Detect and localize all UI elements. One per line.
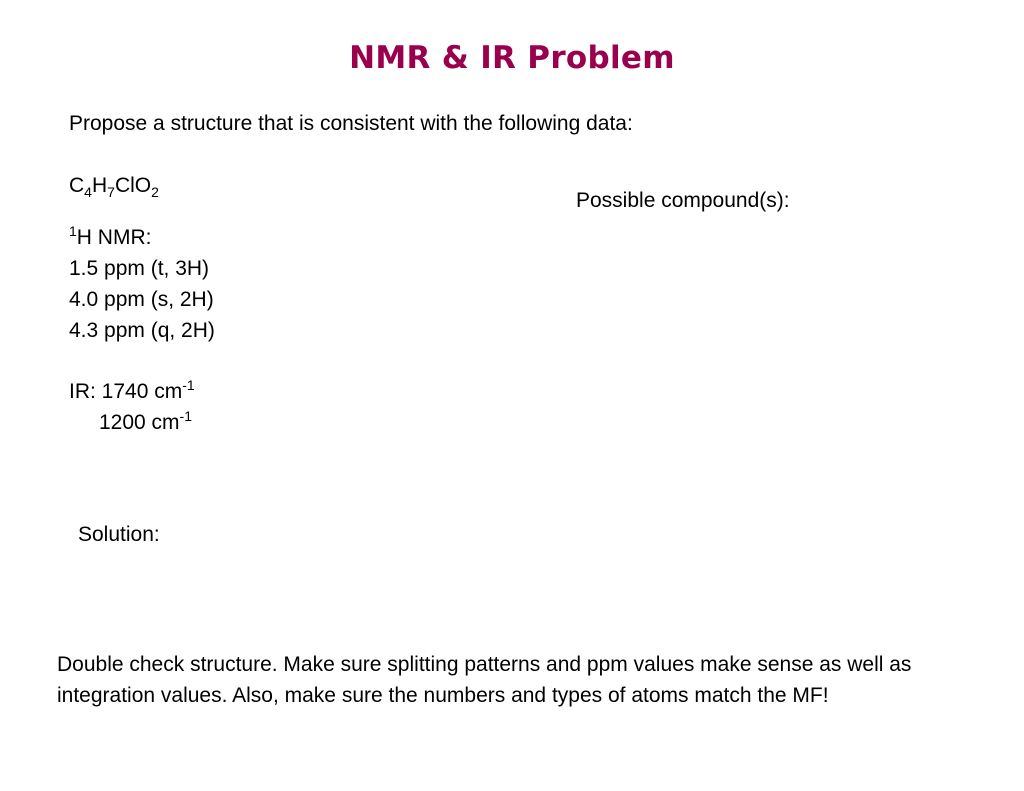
formula-subscript: 7: [107, 184, 115, 200]
nmr-peak: 1.5 ppm (t, 3H): [69, 257, 210, 280]
nmr-isotope-superscript: 1: [69, 223, 77, 239]
problem-prompt: Propose a structure that is consistent with the following data:: [69, 112, 633, 135]
slide-title: NMR & IR Problem: [349, 40, 675, 76]
formula-element: H: [91, 174, 108, 197]
solution-label: Solution:: [78, 523, 160, 546]
ir-label: IR:: [69, 380, 102, 403]
ir-peak-value: 1200 cm: [99, 411, 180, 434]
molecular-formula: [69, 170, 159, 201]
ir-peak-exponent: -1: [179, 408, 192, 424]
ir-peak-exponent: -1: [182, 377, 195, 393]
formula-element: ClO: [114, 174, 152, 197]
nmr-data: [69, 222, 215, 346]
ir-data: [69, 376, 195, 438]
nmr-peak: 4.0 ppm (s, 2H): [69, 288, 214, 311]
formula-subscript: 2: [151, 184, 159, 200]
check-note: Double check structure. Make sure splitting patterns and ppm values make sense as well as integration values. Also, make sure the numbers and types of atoms match the MF!: [57, 653, 912, 707]
nmr-heading: [69, 222, 215, 253]
ir-peak: [69, 376, 195, 407]
formula-subscript: 4: [84, 184, 92, 200]
formula-element: C: [69, 174, 85, 197]
ir-peak-value: 1740 cm: [101, 380, 183, 403]
possible-compounds-label: Possible compound(s):: [576, 189, 790, 212]
ir-peak: [69, 407, 195, 438]
nmr-heading-text: H NMR:: [76, 226, 152, 249]
nmr-peak: 4.3 ppm (q, 2H): [69, 319, 215, 342]
